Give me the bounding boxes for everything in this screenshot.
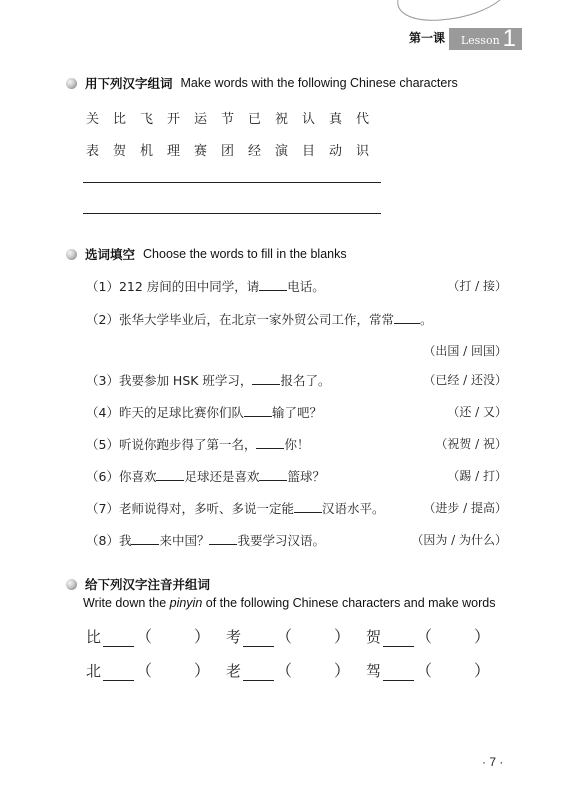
section3-heading — [66, 575, 218, 593]
paren: （ — [136, 629, 153, 646]
q-number: （4） — [86, 405, 119, 420]
question-3 — [86, 371, 330, 389]
section3-title-cn: 给下列汉字注音并组词 — [85, 577, 211, 592]
q-text: 足球还是喜欢 — [184, 469, 260, 484]
char: 机 — [140, 144, 154, 159]
lesson-header — [409, 25, 522, 52]
paren: （ — [276, 629, 293, 646]
question-1 — [86, 277, 325, 295]
section1-char-row-2 — [86, 140, 370, 159]
options-4: （还 / 又） — [447, 405, 507, 419]
q-text: 。 — [419, 312, 433, 327]
py-char: 贺 — [366, 628, 382, 646]
paren: ） — [334, 629, 351, 646]
bullet-icon — [66, 249, 77, 260]
options-2: （出国 / 回国） — [423, 344, 507, 358]
q-text: 昨天的足球比赛你们队 — [118, 405, 244, 420]
py-char: 老 — [226, 662, 242, 680]
section1-title-en: Make words with the following Chinese characters — [180, 76, 458, 90]
blank[interactable] — [209, 532, 237, 545]
q-text: 我要学习汉语。 — [237, 533, 325, 548]
char: 团 — [221, 144, 235, 159]
char: 目 — [302, 144, 316, 159]
lesson-title-cn: 第一课 — [409, 31, 446, 45]
q-number: （6） — [86, 469, 119, 484]
char: 表 — [86, 144, 100, 159]
pinyin-item — [86, 624, 226, 647]
options-7: （进步 / 提高） — [423, 501, 507, 515]
q-text: 输了吧？ — [271, 405, 322, 420]
paren: ） — [194, 663, 211, 680]
q-text: 听说你跑步得了第一名， — [118, 437, 257, 452]
word-blank[interactable] — [103, 664, 134, 681]
q-text: 你喜欢 — [118, 469, 157, 484]
q-text: 你！ — [284, 437, 310, 452]
char: 开 — [167, 112, 181, 127]
paren: （ — [136, 663, 153, 680]
char: 贺 — [113, 144, 127, 159]
paren: ） — [474, 629, 491, 646]
blank[interactable] — [244, 404, 272, 417]
answer-line-2[interactable] — [83, 213, 381, 214]
lesson-number: 1 — [502, 25, 517, 52]
char: 飞 — [140, 112, 154, 127]
char: 经 — [248, 144, 262, 159]
q-text: 来中国？ — [159, 533, 210, 548]
char: 代 — [356, 112, 370, 127]
word-blank[interactable] — [243, 664, 274, 681]
bullet-icon — [66, 78, 77, 89]
section1-heading — [66, 74, 458, 92]
blank[interactable] — [259, 278, 287, 291]
q-number: （1） — [86, 279, 119, 294]
q-text: 我 — [118, 533, 132, 548]
q-text: 老师说得对，多听、多说一定能 — [118, 501, 294, 516]
char: 运 — [194, 112, 208, 127]
word-blank[interactable] — [383, 630, 414, 647]
char: 演 — [275, 144, 289, 159]
blank[interactable] — [131, 532, 159, 545]
question-2 — [86, 310, 432, 328]
section2-title-cn: 选词填空 — [85, 247, 136, 262]
q-number: （5） — [86, 437, 119, 452]
word-blank[interactable] — [103, 630, 134, 647]
char: 真 — [329, 112, 343, 127]
word-blank[interactable] — [243, 630, 274, 647]
char: 赛 — [194, 144, 208, 159]
pinyin-item — [226, 658, 366, 681]
pinyin-item — [366, 658, 506, 681]
blank[interactable] — [394, 311, 420, 324]
paren: ） — [334, 663, 351, 680]
options-5: （祝贺 / 祝） — [435, 437, 507, 451]
q-text: 篮球？ — [287, 469, 325, 484]
pinyin-item — [366, 624, 506, 647]
char: 动 — [329, 144, 343, 159]
subtitle-text: of the following Chinese characters and make words — [202, 596, 496, 610]
section3-subtitle — [83, 596, 496, 610]
q-number: （2） — [86, 312, 119, 327]
question-7 — [86, 499, 384, 517]
pinyin-row-1 — [86, 624, 506, 647]
paren: ） — [194, 629, 211, 646]
answer-line-1[interactable] — [83, 182, 381, 183]
question-6 — [86, 467, 325, 485]
pinyin-item — [86, 658, 226, 681]
pinyin-item — [226, 624, 366, 647]
py-char: 北 — [86, 662, 102, 680]
q-text: 报名了。 — [280, 373, 331, 388]
q-number: （8） — [86, 533, 119, 548]
section2-heading — [66, 245, 347, 263]
py-char: 驾 — [366, 662, 382, 680]
word-blank[interactable] — [383, 664, 414, 681]
q-number: （3） — [86, 373, 119, 388]
q-text: 212 房间的田中同学，请 — [118, 279, 260, 294]
page-number: · 7 · — [482, 755, 504, 769]
bullet-icon — [66, 579, 77, 590]
blank[interactable] — [252, 372, 280, 385]
char: 识 — [356, 144, 370, 159]
py-char: 考 — [226, 628, 242, 646]
section1-title-cn: 用下列汉字组词 — [85, 76, 173, 91]
section1-char-row-1 — [86, 108, 370, 127]
blank[interactable] — [259, 468, 287, 481]
q-text: 我要参加 HSK 班学习， — [118, 373, 253, 388]
question-5 — [86, 435, 309, 453]
blank[interactable] — [156, 468, 184, 481]
char: 比 — [113, 112, 127, 127]
paren: ） — [474, 663, 491, 680]
char: 节 — [221, 112, 235, 127]
q-text: 汉语水平。 — [321, 501, 385, 516]
pinyin-row-2 — [86, 658, 506, 681]
lesson-word: Lesson — [460, 34, 500, 47]
py-char: 比 — [86, 628, 102, 646]
options-6: （踢 / 打） — [447, 469, 507, 483]
blank[interactable] — [256, 436, 284, 449]
char: 祝 — [275, 112, 289, 127]
q-text: 张华大学毕业后，在北京一家外贸公司工作，常常 — [118, 312, 394, 327]
blank[interactable] — [294, 500, 322, 513]
char: 关 — [86, 112, 100, 127]
options-3: （已经 / 还没） — [423, 373, 507, 387]
question-8 — [86, 531, 325, 549]
paren: （ — [416, 629, 433, 646]
paren: （ — [276, 663, 293, 680]
options-1: （打 / 接） — [447, 279, 507, 293]
paren: （ — [416, 663, 433, 680]
q-number: （7） — [86, 501, 119, 516]
char: 理 — [167, 144, 181, 159]
question-4 — [86, 403, 322, 421]
subtitle-italic: pinyin — [169, 596, 203, 610]
char: 认 — [302, 112, 316, 127]
q-text: 电话。 — [287, 279, 325, 294]
section2-title-en: Choose the words to fill in the blanks — [143, 247, 347, 261]
lesson-badge — [449, 25, 522, 52]
char: 已 — [248, 112, 262, 127]
subtitle-text: Write down the — [83, 596, 170, 610]
options-8: （因为 / 为什么） — [411, 533, 507, 547]
